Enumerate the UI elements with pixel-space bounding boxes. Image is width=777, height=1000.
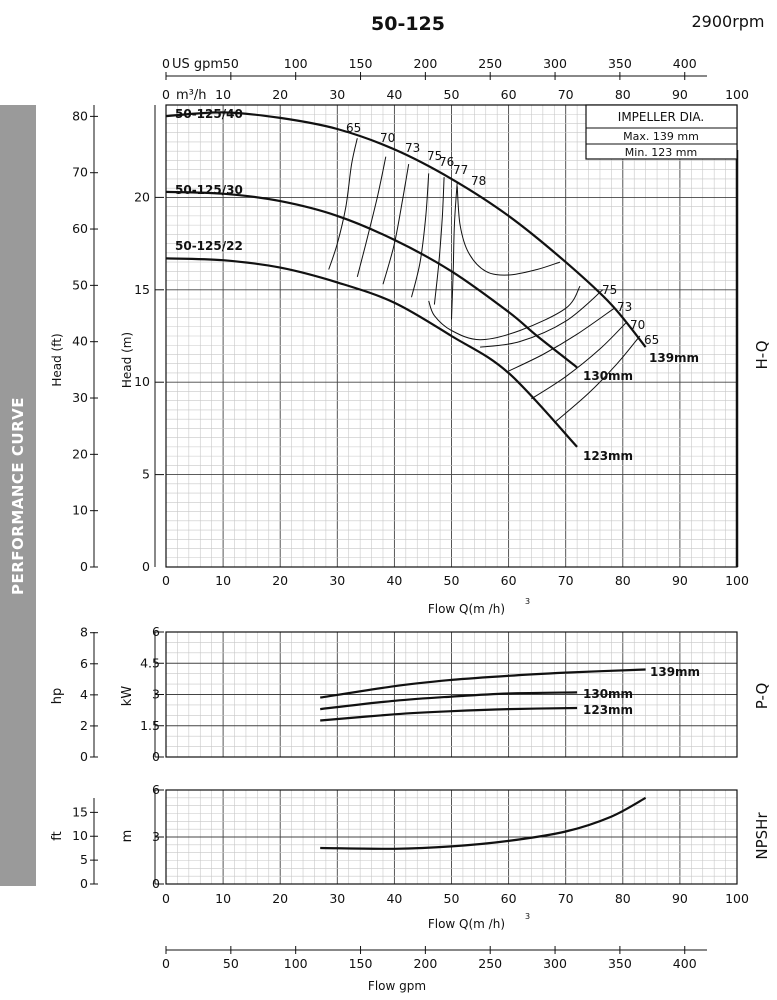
efficiency-label: 76 [439, 155, 455, 169]
hq-x-tick-label: 50 [443, 573, 460, 588]
npsh-ft-axis-title: ft [50, 831, 65, 841]
head-m-tick-label: 0 [142, 559, 150, 574]
npsh-x-tick-label: 10 [215, 891, 232, 906]
hp-tick-label: 6 [80, 655, 88, 671]
npsh-x-tick-label: 90 [671, 891, 688, 906]
gpm-top-tick-label: 300 [543, 56, 567, 71]
gpm-bottom-tick-label: 150 [348, 956, 373, 971]
hq-x-axis-title-sup: 3 [525, 597, 531, 606]
head-m-tick-label: 20 [134, 189, 150, 205]
gpm-top-tick-label: 150 [348, 56, 373, 71]
hq-series-name: 50-125/30 [175, 183, 243, 197]
pq-series-name: 130mm [583, 687, 634, 701]
efficiency-label-right: 73 [617, 300, 633, 314]
head-ft-tick-label: 50 [72, 277, 88, 293]
m3h-top-tick-label: 90 [671, 87, 688, 102]
hq-x-tick-label: 70 [557, 573, 574, 588]
gpm-top-tick-label: 200 [413, 56, 438, 71]
gpm-top-tick-label: 250 [478, 56, 503, 71]
hq-x-tick-label: 80 [614, 573, 631, 588]
kw-axis-title: kW [120, 685, 135, 707]
npsh-x-axis-title: Flow Q(m /h) [427, 917, 505, 931]
pq-curve-123mm [320, 708, 577, 721]
efficiency-line [383, 164, 409, 284]
hp-tick-label: 0 [80, 749, 88, 764]
gpm-bottom-tick-label: 50 [222, 956, 239, 971]
npsh-ft-tick-label: 15 [72, 804, 88, 820]
hp-axis-title: hp [50, 687, 65, 705]
hp-tick-label: 4 [80, 686, 88, 702]
efficiency-label: 75 [427, 149, 443, 163]
efficiency-label-right: 75 [602, 283, 618, 297]
m3h-top-tick-label: 20 [272, 87, 289, 102]
npsh-ft-tick-label: 10 [72, 828, 88, 844]
efficiency-label: 78 [471, 174, 487, 188]
pq-side-label: P-Q [753, 682, 771, 710]
gpm-bottom-tick-label: 200 [413, 956, 438, 971]
efficiency-label: 73 [405, 141, 421, 155]
head-ft-tick-label: 40 [72, 333, 88, 349]
head-ft-tick-label: 20 [72, 446, 88, 462]
hq-x-tick-label: 100 [725, 573, 749, 588]
head-m-tick-label: 15 [134, 281, 150, 297]
hq-x-tick-label: 30 [329, 573, 346, 588]
npsh-x-tick-label: 0 [162, 891, 170, 906]
gpm-bottom-tick-label: 400 [672, 956, 697, 971]
hq-x-tick-label: 0 [162, 573, 170, 588]
hq-x-tick-label: 90 [671, 573, 688, 588]
m3h-top-tick-label: 50 [443, 87, 460, 102]
speed-label: 2900rpm [691, 12, 765, 31]
efficiency-line [412, 173, 429, 297]
m3h-top-tick-label: 40 [386, 87, 403, 102]
kw-tick-label: 3 [152, 686, 160, 702]
hq-x-axis-title: Flow Q(m /h) [427, 602, 505, 616]
npsh-x-tick-label: 40 [386, 891, 403, 906]
head-ft-tick-label: 0 [80, 559, 88, 574]
hq-side-label: H-Q [753, 340, 771, 370]
m3h-top-tick-label: 10 [215, 87, 232, 102]
gpm-top-tick-label: 50 [222, 56, 239, 71]
npsh-m-tick-label: 3 [152, 829, 160, 844]
m3h-top-tick-label: 60 [500, 87, 517, 102]
npsh-side-label: NPSHr [753, 812, 771, 860]
npsh-x-tick-label: 80 [614, 891, 631, 906]
impeller-box-title: IMPELLER DIA. [617, 110, 705, 124]
npsh-x-tick-label: 60 [500, 891, 517, 906]
hq-x-tick-label: 60 [500, 573, 517, 588]
head-ft-tick-label: 60 [72, 221, 88, 237]
chart-title: 50-125 [371, 13, 445, 35]
head-ft-tick-label: 80 [72, 108, 88, 124]
gpm-bottom-tick-label: 0 [162, 956, 170, 971]
pq-series-name: 139mm [650, 665, 701, 679]
efficiency-label-right: 65 [644, 333, 660, 347]
efficiency-label-right: 70 [630, 318, 646, 332]
kw-tick-label: 6 [152, 624, 160, 639]
m3h-top-tick-label: 70 [557, 87, 574, 102]
gpm-top-tick-label: 400 [672, 56, 697, 71]
efficiency-label: 77 [453, 163, 469, 177]
npsh-ft-tick-label: 0 [80, 876, 88, 891]
gpm-top-tick-label: 350 [607, 56, 632, 71]
m3h-axis-label: m³/h [176, 88, 207, 103]
pq-series-name: 123mm [583, 703, 634, 717]
npsh-m-axis-title: m [120, 829, 135, 843]
hq-series-end-label: 130mm [583, 369, 634, 383]
efficiency-line [329, 138, 358, 269]
efficiency-label: 65 [346, 121, 362, 135]
head-ft-axis-title: Head (ft) [50, 333, 64, 387]
hq-series-end-label: 139mm [649, 351, 700, 365]
impeller-box-max: Max. 139 mm [623, 130, 699, 143]
gpm-bottom-tick-label: 300 [543, 956, 567, 971]
hq-series-name: 50-125/22 [175, 239, 243, 253]
m3h-top-tick-label: 30 [329, 87, 346, 102]
head-ft-tick-label: 30 [72, 390, 88, 406]
gpm-axis-label: US gpm [172, 57, 224, 72]
impeller-box-min: Min. 123 mm [624, 146, 698, 159]
hq-x-tick-label: 20 [272, 573, 289, 588]
bottom-gpm-title: Flow gpm [367, 979, 427, 993]
m3h-top-tick-label: 100 [725, 87, 749, 102]
hq-series-name: 50-125/40 [175, 107, 243, 121]
efficiency-label: 70 [380, 131, 396, 145]
efficiency-line [434, 177, 444, 305]
npsh-m-tick-label: 0 [152, 876, 160, 891]
m3h-top-tick-label: 0 [162, 87, 170, 102]
npsh-x-tick-label: 100 [725, 891, 749, 906]
hp-tick-label: 8 [80, 624, 88, 640]
head-m-tick-label: 5 [142, 466, 150, 482]
kw-tick-label: 0 [152, 749, 160, 764]
npsh-x-tick-label: 30 [329, 891, 346, 906]
hq-series-end-label: 123mm [583, 449, 634, 463]
head-ft-tick-label: 70 [72, 164, 88, 180]
grids [90, 72, 737, 954]
npsh-x-tick-label: 20 [272, 891, 289, 906]
gpm-bottom-tick-label: 250 [478, 956, 503, 971]
kw-tick-label: 4.5 [140, 655, 160, 671]
gpm-top-tick-label: 0 [162, 56, 170, 71]
npsh-ft-tick-label: 5 [80, 852, 88, 868]
npsh-m-tick-label: 6 [152, 782, 160, 797]
m3h-top-tick-label: 80 [614, 87, 631, 102]
head-m-axis-title: Head (m) [120, 331, 134, 389]
head-ft-tick-label: 10 [72, 502, 88, 518]
side-band-label: PERFORMANCE CURVE [9, 396, 27, 595]
gpm-bottom-tick-label: 350 [607, 956, 632, 971]
npsh-x-tick-label: 50 [443, 891, 460, 906]
hp-tick-label: 2 [80, 717, 88, 733]
hq-x-tick-label: 40 [386, 573, 403, 588]
npsh-x-axis-title-sup: 3 [525, 912, 531, 921]
gpm-top-tick-label: 100 [283, 56, 308, 71]
head-m-tick-label: 10 [134, 374, 150, 390]
hq-x-tick-label: 10 [215, 573, 232, 588]
npsh-x-tick-label: 70 [557, 891, 574, 906]
gpm-bottom-tick-label: 100 [283, 956, 308, 971]
kw-tick-label: 1.5 [140, 717, 160, 733]
